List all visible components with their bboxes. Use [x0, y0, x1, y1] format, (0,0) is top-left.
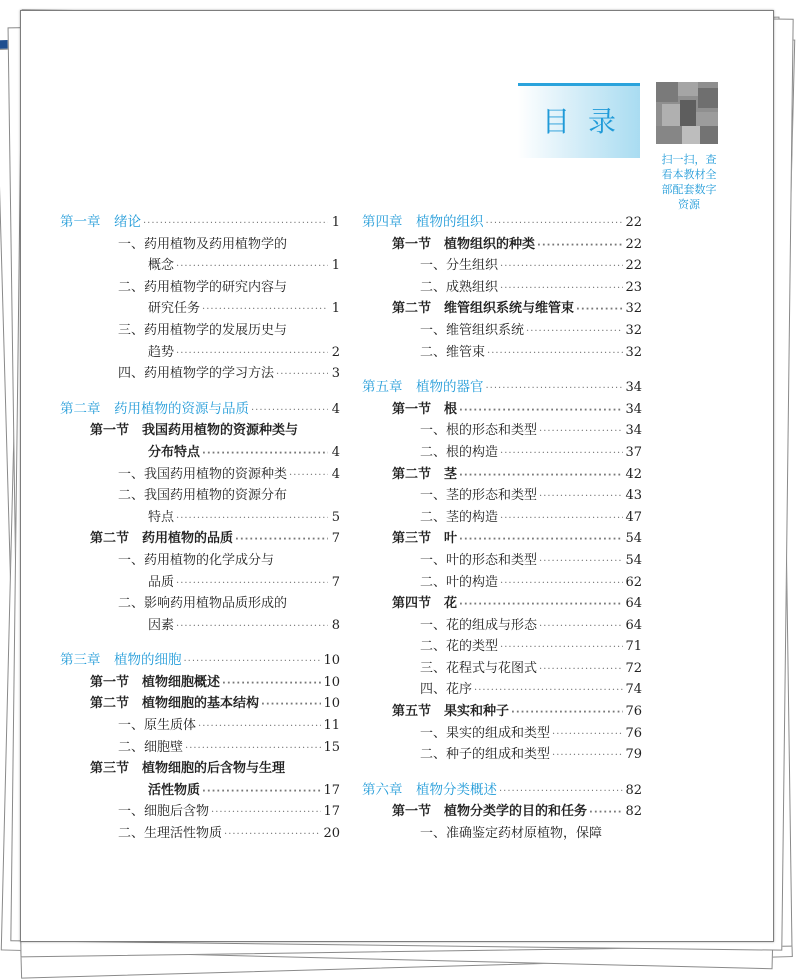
dot-leader [289, 465, 328, 487]
toc-section[interactable] [60, 780, 340, 802]
dot-leader [261, 694, 321, 716]
toc-item[interactable] [60, 615, 340, 637]
toc-entry-label: 第二章 药用植物的资源与品质 [60, 400, 249, 417]
dot-leader [251, 400, 328, 422]
page-number: 10 [323, 674, 340, 690]
dot-leader [474, 680, 623, 702]
dot-leader [500, 637, 623, 659]
dot-leader [235, 529, 328, 551]
dot-leader [176, 256, 328, 278]
toc-section[interactable] [362, 801, 642, 823]
dot-leader [500, 508, 623, 530]
page-number: 74 [625, 682, 642, 698]
dot-leader [224, 824, 321, 846]
toc-item[interactable] [362, 572, 642, 594]
dot-leader [176, 508, 328, 530]
toc-entry-label: 一、我国药用植物的资源种类 [118, 466, 288, 482]
dot-leader [222, 673, 321, 695]
toc-item[interactable] [60, 298, 340, 320]
dot-leader [459, 400, 623, 422]
dot-leader [185, 738, 321, 760]
toc-entry-label[interactable]: 一、药用植物及药用植物学的 [118, 236, 288, 252]
toc-entry-label: 第一节 根 [392, 401, 458, 417]
dot-leader [176, 573, 328, 595]
toc-entry-label: 第一节 植物组织的种类 [392, 236, 536, 252]
page-number: 17 [323, 782, 340, 798]
page-number: 62 [625, 574, 642, 590]
toc-item[interactable] [362, 255, 642, 277]
toc-entry-label: 研究任务 [148, 301, 201, 317]
dot-leader [500, 443, 623, 465]
toc-entry-label: 第一节 植物细胞概述 [90, 674, 221, 690]
toc-entry-label: 四、花序 [420, 682, 473, 698]
toc-entry-label: 第二节 植物细胞的基本结构 [90, 696, 260, 712]
qr-caption-line: 扫一扫，查 [661, 153, 717, 166]
page-number: 64 [625, 617, 642, 633]
dot-leader [487, 343, 623, 365]
dot-leader [459, 529, 623, 551]
toc-item[interactable] [60, 464, 340, 486]
page-number: 76 [625, 725, 642, 741]
toc-item[interactable] [60, 255, 340, 277]
page-number: 7 [331, 531, 340, 547]
toc-entry-label[interactable]: 二、影响药用植物品质形成的 [118, 596, 288, 612]
dot-leader [486, 378, 624, 400]
page-number: 1 [331, 258, 340, 274]
page-number: 22 [625, 236, 642, 252]
qr-code-icon[interactable] [656, 82, 718, 144]
toc-entry-label: 趋势 [148, 344, 175, 360]
dot-leader [552, 724, 623, 746]
toc-entry-label: 一、分生组织 [420, 258, 499, 274]
toc-entry-label: 第五节 果实和种子 [392, 704, 510, 720]
dot-leader [198, 716, 321, 738]
page-number: 10 [323, 653, 340, 669]
dot-leader [526, 321, 623, 343]
toc-item[interactable] [362, 507, 642, 529]
toc-entry-label[interactable]: 第一节 我国药用植物的资源种类与 [90, 423, 299, 439]
toc-entry-label: 二、根的构造 [420, 444, 499, 460]
page-number: 43 [625, 488, 642, 504]
toc-item[interactable] [362, 485, 642, 507]
toc-entry-label: 活性物质 [148, 782, 201, 798]
toc-item[interactable] [362, 442, 642, 464]
qr-caption-line: 部配套数字 [661, 183, 717, 196]
page-number: 1 [331, 301, 340, 317]
dot-leader [539, 659, 623, 681]
toc-section[interactable] [362, 399, 642, 421]
page-number: 5 [331, 509, 340, 525]
toc-entry-label: 二、生理活性物质 [118, 826, 223, 842]
dot-leader [576, 299, 623, 321]
toc-item[interactable] [362, 320, 642, 342]
dot-leader [552, 745, 623, 767]
toc-entry-label: 一、根的形态和类型 [420, 423, 538, 439]
dot-leader [499, 781, 623, 803]
dot-leader [176, 616, 328, 638]
toc-entry-label: 第一节 植物分类学的目的和任务 [392, 804, 588, 820]
toc-entry-label: 二、花的类型 [420, 639, 499, 655]
toc-entry-label: 二、细胞壁 [118, 739, 184, 755]
page-number: 10 [323, 696, 340, 712]
page-number: 82 [625, 782, 642, 798]
page-number: 32 [625, 344, 642, 360]
toc-entry-label: 一、茎的形态和类型 [420, 488, 538, 504]
toc-entry-label: 一、原生质体 [118, 718, 197, 734]
dot-leader [511, 702, 623, 724]
page-number: 79 [625, 747, 642, 763]
toc-item[interactable] [362, 679, 642, 701]
toc-spacer [362, 363, 642, 377]
page-number: 72 [625, 660, 642, 676]
toc-item[interactable] [362, 636, 642, 658]
dot-leader [539, 486, 623, 508]
dot-leader [202, 781, 321, 803]
toc-entry-label: 一、细胞后含物 [118, 804, 210, 820]
toc-entry-label: 概念 [148, 258, 175, 274]
toc-entry-label: 第四节 花 [392, 596, 458, 612]
toc-entry-label: 一、维管组织系统 [420, 322, 525, 338]
toc-section[interactable] [60, 672, 340, 694]
page-number: 3 [331, 366, 340, 382]
page-number: 71 [625, 639, 642, 655]
dot-leader [589, 802, 623, 824]
toc-section[interactable] [362, 464, 642, 486]
dot-leader [500, 573, 623, 595]
page-number: 82 [625, 804, 642, 820]
toc-section[interactable] [60, 528, 340, 550]
toc-item[interactable] [362, 658, 642, 680]
dot-leader [459, 465, 623, 487]
dot-leader [459, 594, 623, 616]
toc-entry-label: 特点 [148, 509, 175, 525]
qr-caption-line: 资源 [678, 198, 700, 211]
toc-entry-label: 第二节 维管组织系统与维管束 [392, 301, 575, 317]
toc-item[interactable] [362, 723, 642, 745]
page-number: 22 [625, 215, 642, 230]
dot-leader [539, 551, 623, 573]
toc-entry-label: 一、果实的组成和类型 [420, 725, 551, 741]
dot-leader [176, 343, 328, 365]
page-number: 34 [625, 380, 642, 396]
dot-leader [202, 443, 328, 465]
toc-entry-label: 第六章 植物分类概述 [362, 781, 497, 798]
page-number: 17 [323, 804, 340, 820]
page-number: 1 [331, 215, 340, 230]
toc-entry-label: 第二节 茎 [392, 466, 458, 482]
toc-entry-label: 二、成熟组织 [420, 279, 499, 295]
toc-item[interactable] [60, 342, 340, 364]
toc-entry-label: 因素 [148, 617, 175, 633]
page-number: 8 [331, 617, 340, 633]
toc-chapter[interactable] [362, 780, 642, 802]
toc-entry-label: 二、茎的构造 [420, 509, 499, 525]
toc-entry-label: 三、花程式与花图式 [420, 660, 538, 676]
dot-leader [539, 616, 623, 638]
page-number: 2 [331, 344, 340, 360]
toc-chapter[interactable] [362, 377, 642, 399]
toc-item[interactable] [60, 715, 340, 737]
toc-item[interactable] [362, 744, 642, 766]
page-number: 54 [625, 552, 642, 568]
toc-entry-label: 一、花的组成与形态 [420, 617, 538, 633]
toc-entry-label[interactable]: 二、我国药用植物的资源分布 [118, 488, 288, 504]
toc-item[interactable] [60, 507, 340, 529]
toc-spacer [362, 766, 642, 780]
toc-right-column [362, 212, 642, 845]
toc-entry-label: 四、药用植物学的学习方法 [118, 366, 275, 382]
toc-section[interactable] [362, 528, 642, 550]
toc-entry-label: 分布特点 [148, 444, 201, 460]
toc-chapter[interactable] [60, 212, 340, 234]
toc-chapter[interactable] [60, 399, 340, 421]
page-number: 34 [625, 423, 642, 439]
page-number: 42 [625, 466, 642, 482]
toc-item[interactable] [362, 277, 642, 299]
toc-item[interactable] [60, 801, 340, 823]
toc-section[interactable] [362, 701, 642, 723]
toc-entry-label[interactable]: 三、药用植物学的发展历史与 [118, 322, 288, 338]
toc-entry-label[interactable]: 二、药用植物学的研究内容与 [118, 279, 288, 295]
toc-entry-label[interactable]: 一、药用植物的化学成分与 [118, 552, 275, 568]
toc-entry-label[interactable]: 一、准确鉴定药材原植物，保障 [420, 826, 603, 842]
dot-leader [143, 213, 328, 235]
toc-entry-label: 第一章 绪论 [60, 214, 141, 230]
toc-entry-label: 第四章 植物的组织 [362, 214, 484, 230]
toc-section[interactable] [362, 298, 642, 320]
toc-entry-label: 一、叶的形态和类型 [420, 552, 538, 568]
page-number: 22 [625, 258, 642, 274]
page-number: 54 [625, 531, 642, 547]
toc-entry-label: 二、叶的构造 [420, 574, 499, 590]
page-number: 11 [323, 718, 340, 734]
toc-section[interactable] [60, 693, 340, 715]
toc-section[interactable] [60, 442, 340, 464]
toc-item[interactable] [362, 615, 642, 637]
page-number: 23 [625, 279, 642, 295]
toc-entry-label[interactable]: 第三节 植物细胞的后含物与生理 [90, 761, 286, 777]
page-number: 4 [331, 444, 340, 460]
page-number: 4 [331, 466, 340, 482]
toc-entry-label: 第五章 植物的器官 [362, 379, 484, 396]
page-number: 15 [323, 739, 340, 755]
page-number: 32 [625, 322, 642, 338]
dot-leader [486, 213, 624, 235]
dot-leader [276, 364, 328, 386]
dot-leader [211, 802, 321, 824]
page-number: 4 [331, 401, 340, 417]
toc-section[interactable] [362, 593, 642, 615]
dot-leader [500, 256, 623, 278]
toc-entry-label: 第三章 植物的细胞 [60, 652, 182, 669]
toc-item[interactable] [362, 420, 642, 442]
toc-spacer [60, 636, 340, 650]
qr-caption-line: 看本教材全 [661, 168, 717, 181]
dot-leader [500, 278, 623, 300]
page-number: 7 [331, 574, 340, 590]
dot-leader [539, 421, 623, 443]
toc-item[interactable] [60, 572, 340, 594]
toc-chapter[interactable] [60, 650, 340, 672]
toc-item[interactable] [60, 363, 340, 385]
toc-left-column [60, 212, 340, 845]
toc-item[interactable] [60, 737, 340, 759]
toc-entry-label: 品质 [148, 574, 175, 590]
toc-chapter[interactable] [362, 212, 642, 234]
page-number: 20 [323, 826, 340, 842]
toc-item[interactable] [362, 550, 642, 572]
toc-entry-label: 二、维管束 [420, 344, 486, 360]
dot-leader [202, 299, 328, 321]
page-title: 目录 [541, 105, 634, 138]
qr-caption [650, 152, 728, 212]
toc-title-banner [518, 83, 640, 158]
page-number: 37 [625, 444, 642, 460]
toc-section[interactable] [362, 234, 642, 256]
page-number: 32 [625, 301, 642, 317]
toc-entry-label: 第二节 药用植物的品质 [90, 531, 234, 547]
dot-leader [537, 235, 623, 257]
toc-spacer [60, 385, 340, 399]
page-number: 47 [625, 509, 642, 525]
page-number: 76 [625, 704, 642, 720]
toc-entry-label: 第三节 叶 [392, 531, 458, 547]
page-number: 64 [625, 596, 642, 612]
page-number: 34 [625, 401, 642, 417]
toc-item[interactable] [362, 342, 642, 364]
toc-entry-label: 二、种子的组成和类型 [420, 747, 551, 763]
dot-leader [184, 651, 322, 673]
toc-item[interactable] [60, 823, 340, 845]
